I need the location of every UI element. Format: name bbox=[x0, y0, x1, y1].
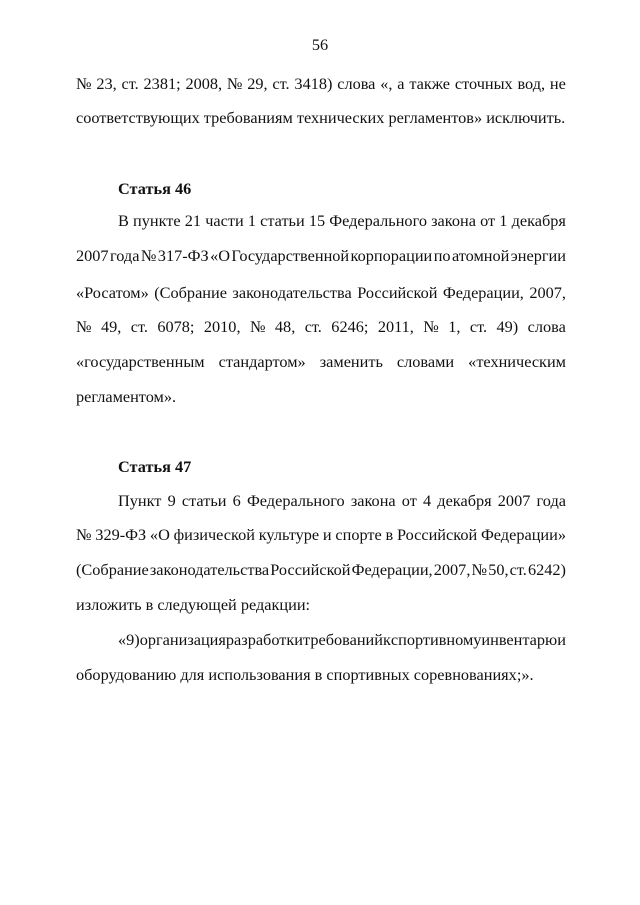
word: Российской bbox=[270, 560, 351, 579]
word: по bbox=[433, 246, 451, 265]
text-line bbox=[76, 317, 566, 337]
word: атомной bbox=[451, 246, 510, 265]
word: № bbox=[471, 560, 488, 579]
word: № bbox=[76, 74, 92, 93]
word: № bbox=[226, 74, 243, 93]
word: и bbox=[557, 630, 566, 649]
word: 2381; bbox=[143, 74, 181, 93]
word: Государственной bbox=[231, 246, 350, 265]
word: ст. bbox=[121, 74, 139, 93]
word: статьи bbox=[260, 211, 305, 230]
word: законодательства bbox=[149, 560, 270, 579]
word: 49) bbox=[496, 317, 519, 336]
word: слова bbox=[527, 317, 566, 336]
word: законодательства bbox=[232, 283, 352, 302]
word: «, bbox=[380, 74, 393, 93]
word: Российской bbox=[396, 525, 478, 544]
word: в bbox=[385, 525, 394, 544]
word: 2011, bbox=[377, 317, 414, 336]
word: 2007 bbox=[76, 246, 109, 265]
word: закона bbox=[350, 491, 396, 510]
word: слова bbox=[337, 74, 376, 93]
text-line bbox=[118, 491, 566, 511]
word: 1 bbox=[499, 211, 508, 230]
word: «Росатом» bbox=[76, 283, 149, 302]
word: вод, bbox=[517, 74, 546, 93]
page-number: 56 bbox=[311, 35, 329, 54]
word: 6078; bbox=[157, 317, 195, 336]
word: 6246; bbox=[331, 317, 369, 336]
word: года bbox=[536, 491, 566, 510]
word: к bbox=[382, 630, 391, 649]
word: организация bbox=[139, 630, 226, 649]
text-line bbox=[76, 352, 566, 372]
word: ст. bbox=[469, 317, 488, 336]
text-line bbox=[76, 74, 566, 94]
word: (Собрание bbox=[154, 283, 227, 302]
word: корпорации bbox=[350, 246, 433, 265]
text-line bbox=[76, 560, 566, 580]
word: года bbox=[109, 246, 140, 265]
word: 50, bbox=[488, 560, 509, 579]
word: (Собрание bbox=[76, 560, 149, 579]
word: закона bbox=[431, 211, 476, 230]
word: требований bbox=[303, 630, 383, 649]
word: культуре bbox=[258, 525, 320, 544]
word: словами bbox=[396, 352, 455, 371]
text-line: оборудованию для использования в спортивных соревнованиях;». bbox=[76, 665, 534, 684]
word: 1, bbox=[448, 317, 461, 336]
word: ст. bbox=[272, 74, 290, 93]
article-heading: Статья 47 bbox=[118, 457, 192, 476]
word: «О bbox=[149, 525, 170, 544]
text-line bbox=[118, 630, 566, 650]
word: Федерации, bbox=[442, 283, 524, 302]
word: спортивному bbox=[390, 630, 482, 649]
word: Пункт bbox=[118, 491, 162, 510]
word: стандартом» bbox=[218, 352, 306, 371]
text-line: соответствующих требованиям технических регламентов» исключить. bbox=[76, 108, 566, 127]
word: № bbox=[140, 246, 157, 265]
word: 6 bbox=[232, 491, 241, 510]
word: 329-ФЗ bbox=[95, 525, 147, 544]
word: а bbox=[397, 74, 405, 93]
word: 2007 bbox=[497, 491, 531, 510]
word: В bbox=[118, 211, 129, 230]
word: статьи bbox=[181, 491, 227, 510]
word: 23, bbox=[96, 74, 117, 93]
word: № bbox=[423, 317, 439, 336]
word: 15 bbox=[308, 211, 326, 230]
article-heading: Статья 46 bbox=[118, 179, 192, 198]
word: 21 bbox=[184, 211, 202, 230]
word: 317-ФЗ bbox=[157, 246, 209, 265]
word: № bbox=[76, 317, 92, 336]
word: декабря bbox=[437, 491, 492, 510]
word: сточных bbox=[454, 74, 513, 93]
word: Федерального bbox=[329, 211, 427, 230]
word: № bbox=[249, 317, 266, 336]
word: части bbox=[205, 211, 244, 230]
word: «государственным bbox=[76, 352, 205, 371]
word: 4 bbox=[423, 491, 432, 510]
text-line: изложить в следующей редакции: bbox=[76, 595, 311, 614]
word: инвентарю bbox=[481, 630, 558, 649]
word: 48, bbox=[274, 317, 296, 336]
text-line: регламентом». bbox=[76, 387, 177, 406]
word: 29, bbox=[247, 74, 268, 93]
word: заменить bbox=[319, 352, 383, 371]
word: и bbox=[322, 525, 332, 544]
word: 1 bbox=[247, 211, 256, 230]
word: 2007, bbox=[433, 560, 471, 579]
word: 3418) bbox=[294, 74, 333, 93]
word: 2010, bbox=[203, 317, 241, 336]
word: ст. bbox=[304, 317, 322, 336]
word: Российской bbox=[357, 283, 438, 302]
text-line bbox=[76, 246, 566, 266]
word: от bbox=[401, 491, 417, 510]
word: Федерального bbox=[246, 491, 345, 510]
word: 6242) bbox=[527, 560, 566, 579]
word: физической bbox=[173, 525, 255, 544]
word: разработки bbox=[225, 630, 304, 649]
word: «9) bbox=[118, 630, 140, 649]
word: ст. bbox=[130, 317, 148, 336]
word: не bbox=[549, 74, 566, 93]
word: 2007, bbox=[529, 283, 566, 302]
text-line bbox=[76, 283, 566, 303]
text-line bbox=[118, 211, 566, 231]
word: «О bbox=[210, 246, 230, 265]
word: «техническим bbox=[468, 352, 566, 371]
word: пункте bbox=[133, 211, 181, 230]
word: энергии bbox=[510, 246, 566, 265]
word: Федерации, bbox=[351, 560, 433, 579]
word: спорте bbox=[335, 525, 382, 544]
word: 9 bbox=[167, 491, 176, 510]
word: 2008, bbox=[185, 74, 223, 93]
text-line bbox=[76, 525, 566, 545]
word: Федерации» bbox=[480, 525, 566, 544]
word: также bbox=[409, 74, 451, 93]
word: ст. bbox=[509, 560, 527, 579]
word: 49, bbox=[100, 317, 122, 336]
word: декабря bbox=[511, 211, 566, 230]
word: от bbox=[480, 211, 496, 230]
word: № bbox=[76, 525, 92, 544]
